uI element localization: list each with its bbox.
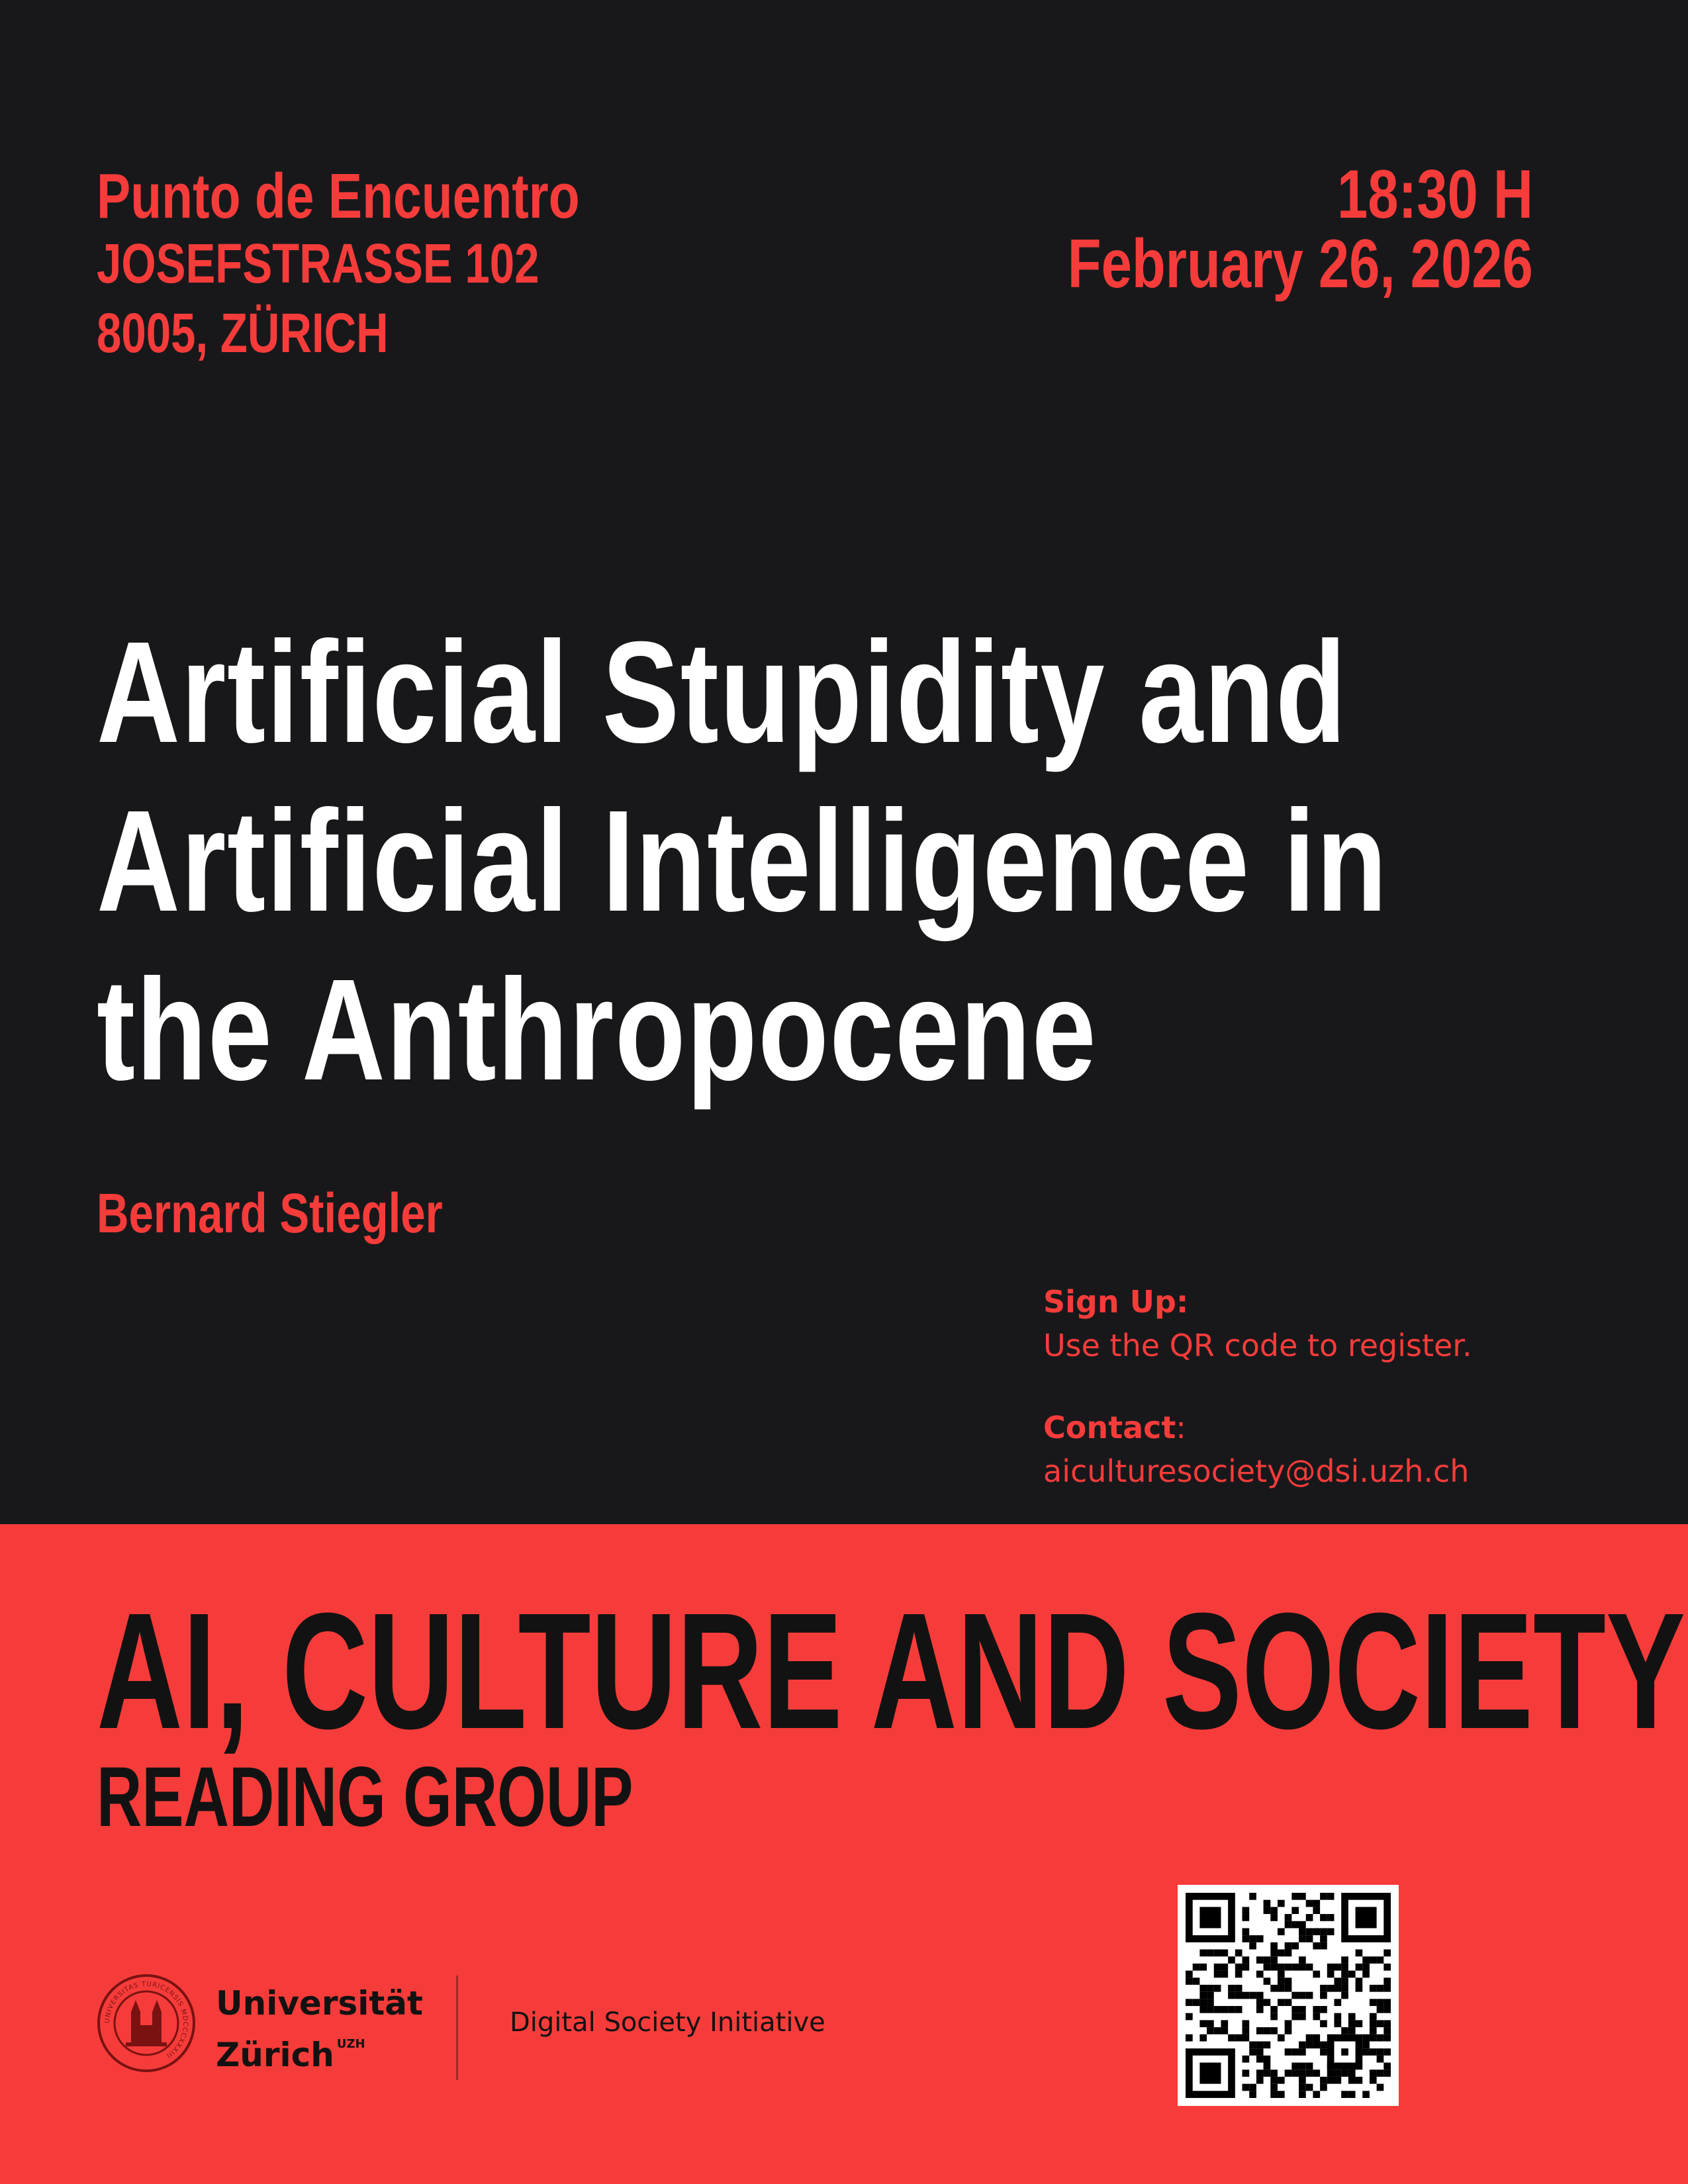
series-title: AI, CULTURE AND SOCIETY bbox=[97, 1578, 1686, 1763]
signup-text: Use the QR code to register. bbox=[1043, 1328, 1472, 1363]
reading-title-line-1: Artificial Stupidity and bbox=[97, 612, 1348, 773]
svg-text:UNIVERSITAS TURICENSIS MDCCCXX: UNIVERSITAS TURICENSIS MDCCCXXXIII bbox=[103, 1980, 189, 2060]
event-time: 18:30 H bbox=[1337, 156, 1533, 233]
university-name-line-2: Zürich $^{UZH}$ bbox=[216, 2036, 365, 2074]
event-date: February 26, 2026 bbox=[1067, 226, 1533, 302]
logo-divider bbox=[456, 1976, 458, 2080]
qr-code-icon[interactable] bbox=[1178, 1885, 1399, 2106]
venue-city: 8005, ZÜRICH bbox=[97, 302, 389, 364]
contact-label: Contact: bbox=[1043, 1410, 1186, 1445]
reading-author: Bernard Stiegler bbox=[97, 1182, 443, 1244]
initiative-name: Digital Society Initiative bbox=[510, 2007, 825, 2038]
reading-title-line-2: Artificial Intelligence in bbox=[97, 781, 1388, 942]
university-name bbox=[216, 1983, 423, 2075]
signup-label: Sign Up: bbox=[1043, 1284, 1189, 1320]
uzh-mark: UZH bbox=[336, 2037, 365, 2051]
university-name-line-1: Universität bbox=[216, 1984, 423, 2023]
reading-title-line-3: the Anthropocene bbox=[97, 950, 1098, 1111]
series-subtitle: READING GROUP bbox=[97, 1750, 633, 1844]
venue-street: JOSEFSTRASSE 102 bbox=[97, 232, 539, 295]
contact-email[interactable]: aiculturesociety@dsi.uzh.ch bbox=[1043, 1453, 1470, 1489]
venue-name: Punto de Encuentro bbox=[97, 161, 580, 232]
university-seal-icon bbox=[97, 1974, 196, 2073]
